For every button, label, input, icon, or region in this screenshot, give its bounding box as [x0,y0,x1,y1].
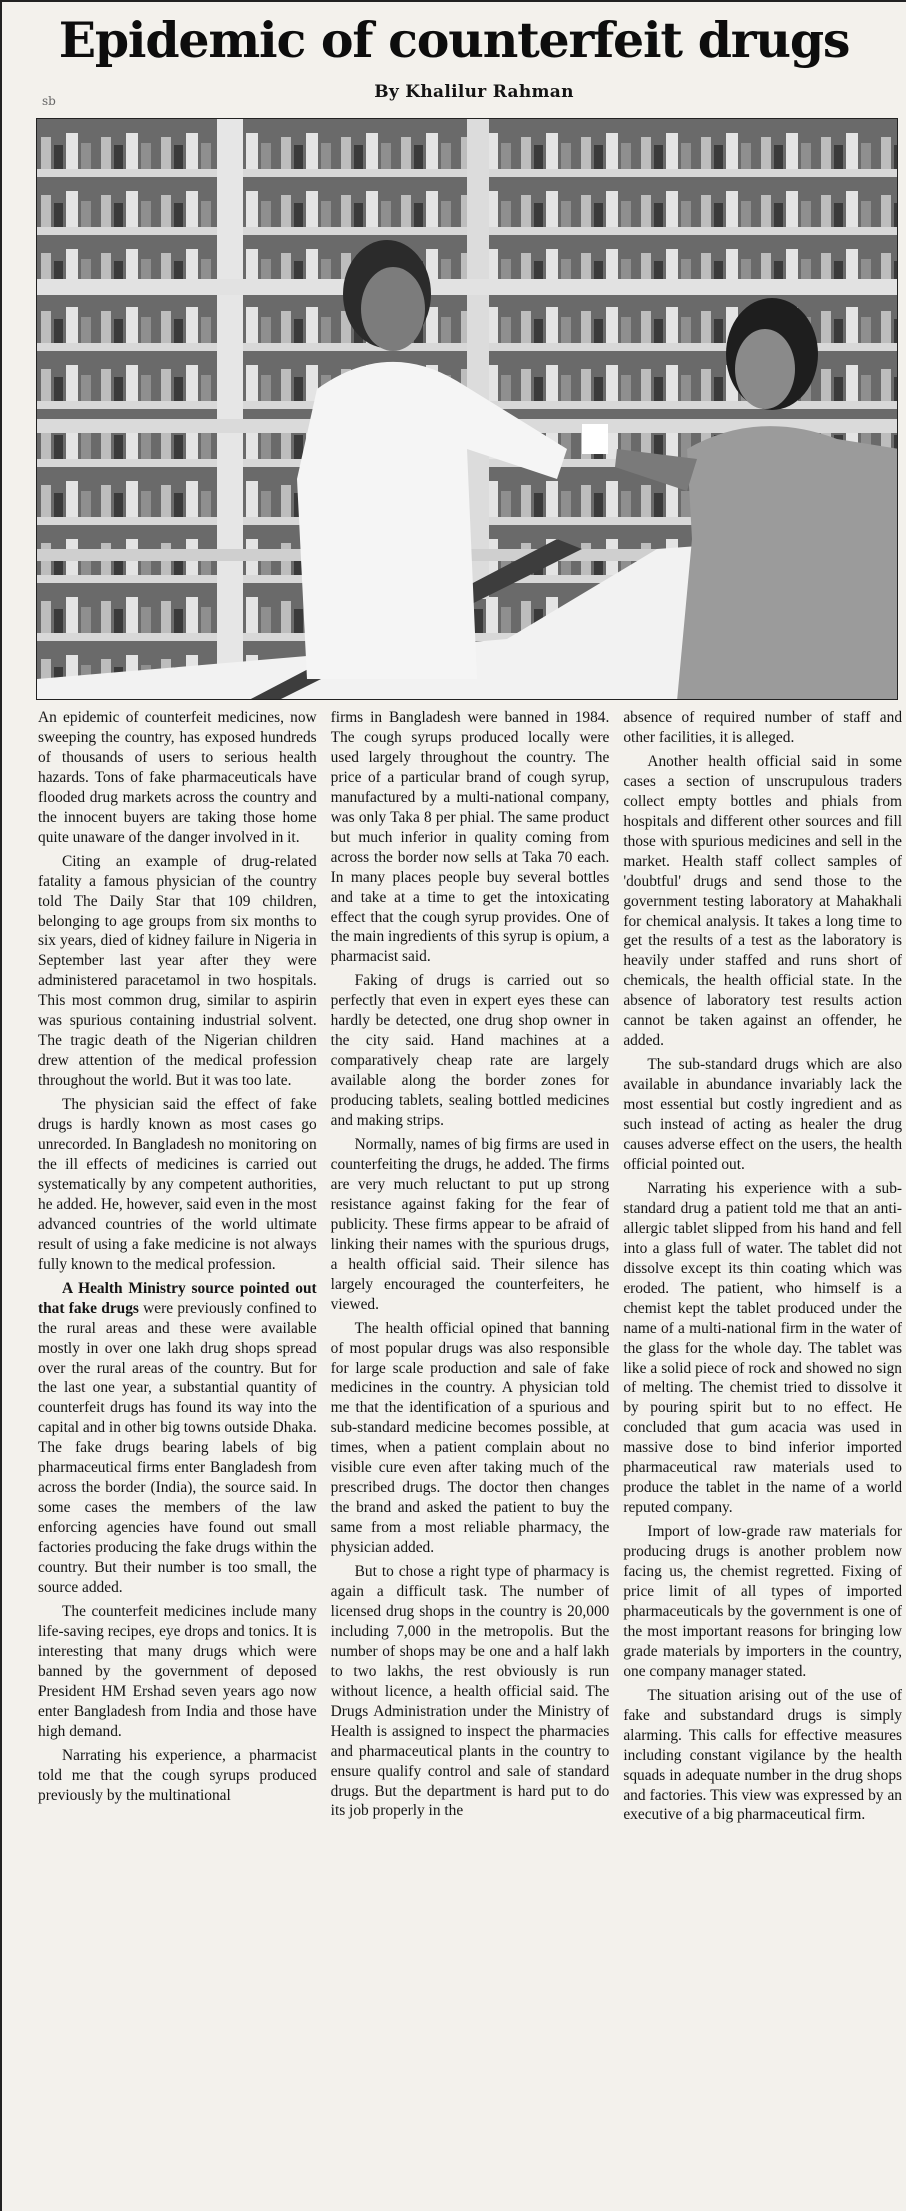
paragraph: absence of required number of staff and other facilities, it is alleged. [623,709,903,746]
article-body [38,708,902,2206]
shelf-pillar [217,119,243,700]
paragraph: The situation arising out of the use of fake and substandard drugs is simply alarming. This calls for effective measures including constant vigilance by the health squads in adequate number in the drug shops and factories. This view was expressed by an executive of a big pharmaceutical firm. [623,1686,903,1824]
headline: Epidemic of counterfeit drugs [58,11,850,69]
paragraph: Narrating his experience with a sub-standard drug a patient told me that an anti-allergic tablet slipped from his hand and fell into a glass full of water. The tablet did not dissolve except its thin coating which was eroded. The patient, who himself is a chemist kept the tablet produced under the name of a multi-national firm in the water of the glass for the whole day. The tablet was like a solid piece of rock and showed no sign of melting. The chemist tried to dissolve it by pouring spirit but to no effect. He concluded that gum acacia was used in massive dose to bind inferior imported pharmaceutical raw materials used to produce the tablet in the name of a world reputed company. [623,1179,903,1517]
column-1 [38,708,317,2206]
byline: By Khalilur Rahman [374,82,574,102]
corner-mark: sb [42,94,56,108]
paragraph: The health official opined that banning of most popular drugs was also responsible for large scale production and sale of fake medicines in the country. A physician told me that the identification of a spurious and sub-standard medicine becomes possible, at times, when a patient complain about no visible cure even after taking much of the prescribed drugs. The doctor then changes the brand and asked the patient to buy the same from a most reliable pharmacy, the physician added. [330,1319,610,1557]
paragraph: The sub-standard drugs which are also available in abundance invariably lack the most essential but costly ingredient and as such instead of acting as healer the drug causes adverse effect on the users, the health official pointed out. [623,1056,903,1173]
paragraph: The counterfeit medicines include many life-saving recipes, eye drops and tonics. It is interesting that many drugs which were banned by the government of deposed President HM Ershad seven years ago now enter Bangladesh from India and those have high demand. [38,1602,317,1740]
paragraph: Faking of drugs is carried out so perfectly that even in expert eyes these can hardly be detected, one drug shop owner in the city said. Hand machines at a comparatively cheap rate are largely available along the border zones for producing tablets, sealing bottled medicines and making strips. [330,972,610,1130]
paragraph: Import of low-grade raw materials for producing drugs is another problem now facing us, the chemist regretted. Fixing of price limit of all types of imported pharmaceuticals by the government is one of the most important reasons for bringing low grade materials by importers in the country, one company manager stated. [623,1523,903,1680]
paragraph: Citing an example of drug-related fatality a famous physician of the country told The Daily Star that 109 children, belonging to age groups from six months to six years, died of kidney failure in Nigeria in September last year after they were administered paracetamol in two hospitals. This most common drug, similar to aspirin was spurious containing industrial solvent. The tragic death of the Nigerian children drew attention of the medical profession throughout the world. But it was too late. [38,852,317,1090]
paragraph: An epidemic of counterfeit medicines, now sweeping the country, has exposed hundreds of thousands of users to serious health hazards. Tons of fake pharmaceuticals have flooded drug markets across the country and the innocent buyers are taking those home quite unaware of the danger involved in it. [38,709,317,846]
pharmacy-counter-photo [36,118,898,700]
paragraph: firms in Bangladesh were banned in 1984. The cough syrups produced locally were used largely throughout the country. The price of a particular brand of cough syrup, manufactured by a multi-national company, was only Taka 8 per phial. The same product but much inferior in quality coming from across the border now sells at Taka 70 each. In many places people buy several bottles and take at a time to get the intoxicating effect that the cough syrup provides. One of the main ingredients of this syrup is opium, a pharmacist said. [330,709,610,966]
paragraph: Narrating his experience, a pharmacist told me that the cough syrups produced previously by the multinational [38,1746,317,1804]
paragraph: Normally, names of big firms are used in counterfeiting the drugs, he added. The firms are very much reluctant to put up strong resistance against faking for the fear of publicity. These firms appear to be afraid of linking their names with the spurious drugs, a health official said. Their silence has largely encouraged the counterfeiters, he viewed. [330,1136,610,1313]
column-2 [331,708,610,2206]
paragraph: But to chose a right type of pharmacy is again a difficult task. The number of licensed drug shops in the country is 20,000 including 7,000 in the metropolis. But the number of shops may be one and a half lakh to two lakhs, the rest obviously is run without licence, a health official said. The Drugs Administration under the Ministry of Health is assigned to inspect the pharmacies and pharmaceutical plants in the country to ensure qualify control and sale of standard drugs. But the department is hard put to do its job properly in the [330,1563,610,1820]
photo-illustration [37,119,898,700]
paragraph: Another health official said in some cases a section of unscrupulous traders collect empty bottles and phials from hospitals and different other sources and fill those with spurious medicines and sell in the market. Health staff collect samples of 'doubtful' drugs and send those to the government testing laboratory at Mahakhali for chemical analysis. It takes a long time to get the results of a test as the laboratory is heavily under staffed and runs short of chemicals, the health official state. In the absence of laboratory test results action cannot be taken against an offender, he added. [623,752,903,1050]
medicine-box [582,424,608,454]
column-3 [623,708,902,2206]
paragraph: The physician said the effect of fake drugs is hardly known as most cases go unrecorded. In Bangladesh no monitoring on the ill effects of medicines is carried out systematically by any competent authorities, he added. He, however, said even in the most advanced countries of the world ultimate result of using a fake medicine is not always fully known to the medical profession. [38,1096,317,1273]
paragraph: A Health Ministry source pointed out that fake drugs were previously confined to the rural areas and these were available mostly in over one lakh drug shops spread over the rural areas of the country. But for the last one year, a substantial quantity of counterfeit drugs has found its way into the capital and in other big towns outside Dhaka. The fake drugs bearing labels of big pharmaceutical firms enter Bangladesh from across the border (India), the source said. In some cases the members of the law enforcing agencies have found out small factories producing the fake drugs within the country. But their number is too small, the source added. [38,1279,317,1596]
